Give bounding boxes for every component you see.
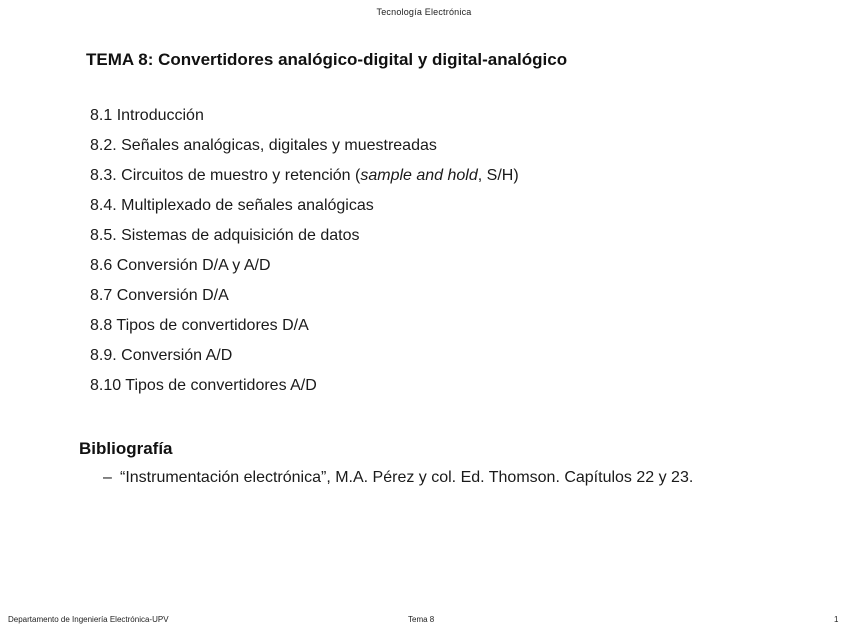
toc-item-8-9: 8.9. Conversión A/D [90,347,233,364]
footer-department: Departamento de Ingeniería Electrónica-UPV [8,615,169,624]
toc-item-8-10: 8.10 Tipos de convertidores A/D [90,377,317,394]
toc-item-8-3-suffix: , S/H) [477,167,519,184]
slide-title: TEMA 8: Convertidores analógico-digital y digital-analógico [86,50,568,69]
toc-item-8-5: 8.5. Sistemas de adquisición de datos [90,227,360,244]
bibliography-entry-text: “Instrumentación electrónica”, M.A. Pérez y col. Ed. Thomson. Capítulos 22 y 23. [120,469,694,486]
toc-item-8-8: 8.8 Tipos de convertidores D/A [90,317,309,334]
toc-item-8-1: 8.1 Introducción [90,107,204,124]
toc-item-8-6: 8.6 Conversión D/A y A/D [90,257,271,274]
toc-item-8-3-emphasis: sample and hold [360,167,478,184]
toc-item-8-3 [90,164,519,194]
toc-item-8-7: 8.7 Conversión D/A [90,287,229,304]
footer-topic: Tema 8 [408,615,435,624]
bibliography-heading: Bibliografía [79,439,173,458]
course-header: Tecnología Electrónica [376,7,472,17]
bibliography-entry [103,469,693,487]
toc-item-8-4: 8.4. Multiplexado de señales analógicas [90,197,374,214]
table-of-contents [90,104,519,404]
toc-item-8-2: 8.2. Señales analógicas, digitales y muestreadas [90,137,437,154]
toc-item-8-3-text: 8.3. Circuitos de muestro y retención ( [90,167,361,184]
dash-bullet-icon: – [103,469,112,486]
footer-page-number: 1 [834,615,839,624]
